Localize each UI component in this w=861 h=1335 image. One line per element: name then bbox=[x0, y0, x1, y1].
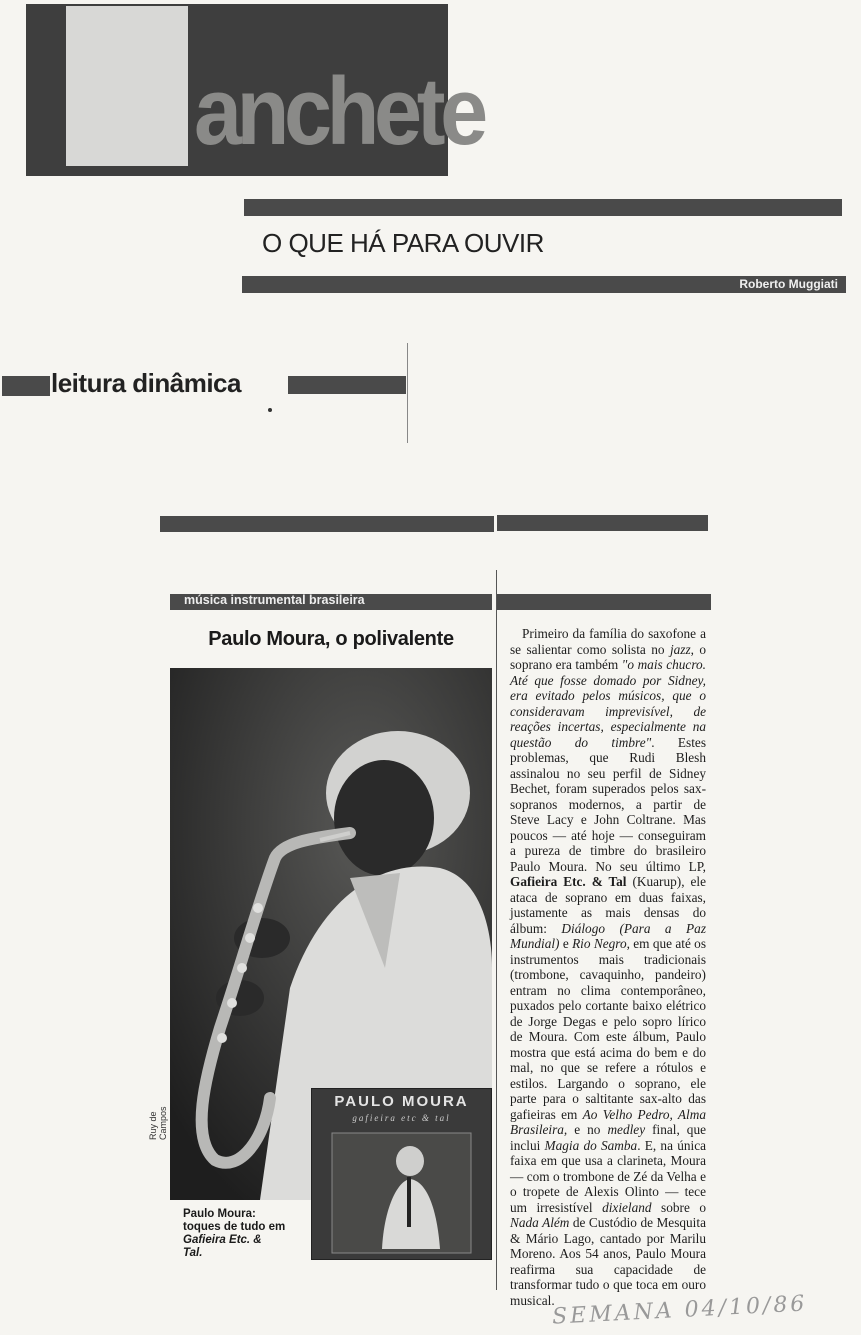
byline-rule bbox=[242, 276, 846, 293]
article-rule-right bbox=[497, 515, 708, 531]
body-quote: "o mais chucro. Até que fosse domado por Sidney, era evitado pelos músicos, que o consideravam imprevisível, de reações incertas, especialmente na questão do timbre" bbox=[510, 657, 706, 750]
body-segment: Primeiro da família do saxofone a se salientar como solista no bbox=[510, 626, 706, 657]
masthead-logo bbox=[26, 2, 483, 176]
caption-line-2: toques de tudo em bbox=[183, 1221, 286, 1233]
article-headline: Paulo Moura, o polivalente bbox=[208, 628, 454, 650]
body-segment: . Estes problemas, que Rudi Blesh assinalou no seu perfil de Sidney Bechet, foram superados pelos sax-sopranos modernos, a partir de Steve Lacy e John Coltrane. Mas poucos — até hoje — conseguiram a pureza de timbre do brasileiro Paulo Moura. No seu último LP, bbox=[510, 734, 707, 874]
topic-label: música instrumental brasileira bbox=[184, 593, 365, 607]
photo-caption bbox=[183, 1208, 308, 1260]
column-title: leitura dinâmica bbox=[51, 368, 241, 398]
body-segment: sobre o bbox=[651, 1199, 706, 1215]
body-track-title: Nada Além bbox=[510, 1215, 570, 1230]
body-track-title: Ao Velho Pedro, Alma Brasileira, bbox=[510, 1106, 706, 1137]
body-segment: e bbox=[559, 936, 573, 951]
body-segment: e no bbox=[567, 1122, 608, 1137]
section-title: O QUE HÁ PARA OUVIR bbox=[262, 228, 544, 258]
photo-credit: Ruy de Campos bbox=[148, 1106, 168, 1140]
body-segment: . E, na única faixa em que usa a clarineta, Moura — com o trombone de Zé da Velha e o tropete de Alexis Olinto — tece um irresistível bbox=[510, 1137, 706, 1215]
column-divider-upper bbox=[407, 343, 408, 443]
article-body bbox=[510, 626, 706, 1308]
handwritten-date-note: SEMANA 04/10/86 bbox=[551, 1291, 808, 1330]
album-title: PAULO MOURA bbox=[334, 1093, 469, 1110]
body-segment: , o soprano era também bbox=[510, 641, 707, 672]
topic-rule-right bbox=[497, 594, 711, 610]
dot-ornament bbox=[268, 408, 272, 412]
body-emphasis: dixieland bbox=[602, 1199, 652, 1215]
topic-bar bbox=[170, 594, 492, 610]
body-track-title: Magia do Samba bbox=[544, 1137, 638, 1153]
body-track-title: Rio Negro bbox=[572, 936, 627, 951]
album-cover bbox=[311, 1088, 492, 1260]
caption-album-title: Gafieira Etc. & bbox=[183, 1234, 262, 1246]
column-rule-right bbox=[288, 376, 406, 394]
section-rule-top bbox=[244, 199, 842, 216]
album-art bbox=[312, 1089, 491, 1259]
body-segment: , em que até os instrumentos mais tradicionais (trombone, cavaquinho, pandeiro) entram no clima contemporâneo, puxados pelo cortante baixo elétrico de Jorge Degas e pelo sopro lírico de Moura. Com este álbum, Paulo mostra que está acima do bem e do mal, no que se refere a rótulos e estilos. Largando o soprano, ele parte para o saltitante sax-alto das gafieiras em bbox=[510, 936, 706, 1122]
masthead-letter: M bbox=[64, 2, 190, 170]
body-emphasis: jazz bbox=[669, 641, 691, 657]
body-segment: de Custódio de Mesquita & Mário Lago, cantado por Marilu Moreno. Aos 54 anos, Paulo Moura reafirma sua capacidade de transformar tudo o que toca em ouro musical. bbox=[510, 1215, 706, 1308]
column-divider bbox=[496, 570, 497, 1290]
article-rule-left bbox=[160, 516, 494, 532]
masthead-wordmark: anchete bbox=[194, 58, 483, 165]
body-segment: final, que inclui bbox=[510, 1122, 706, 1153]
byline: Roberto Muggiati bbox=[739, 277, 838, 291]
caption-line-1: Paulo Moura: bbox=[183, 1208, 256, 1220]
body-segment: (Kuarup), ele ataca de soprano em duas faixas, justamente as mais densas do álbum: bbox=[510, 874, 706, 936]
caption-album-title-end: Tal. bbox=[183, 1247, 203, 1259]
album-subtitle: gafieira etc & tal bbox=[352, 1113, 451, 1123]
body-album-title: Gafieira Etc. & Tal bbox=[510, 874, 627, 889]
column-rule-left bbox=[2, 376, 50, 396]
body-track-title: Diálogo (Para a Paz Mundial) bbox=[510, 920, 706, 951]
body-emphasis: medley bbox=[607, 1122, 646, 1137]
